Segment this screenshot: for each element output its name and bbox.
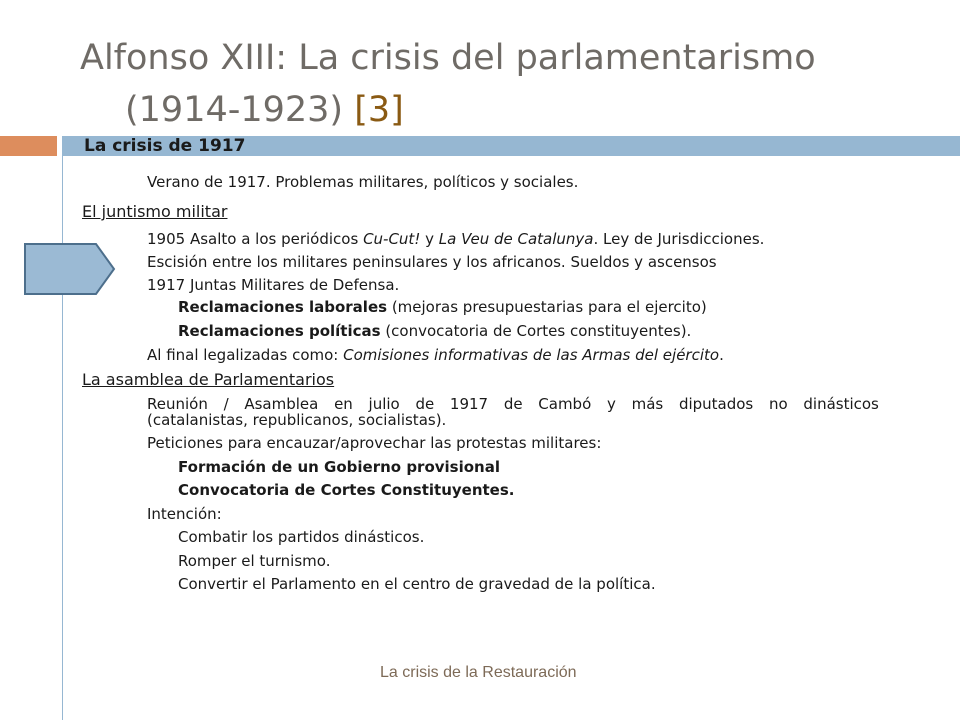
left-rule [62, 156, 63, 720]
claims-political-detail: (convocatoria de Cortes constituyentes). [380, 322, 692, 340]
asamblea-line-3: Formación de un Gobierno provisional [178, 458, 500, 476]
justified-word: más [631, 395, 664, 413]
justified-word: y [606, 395, 616, 413]
justified-word: diputados [678, 395, 754, 413]
justified-word: dinásticos [803, 395, 879, 413]
asamblea-line-7: Romper el turnismo. [178, 552, 331, 570]
justified-word: de [503, 395, 523, 413]
newspaper-veu: La Veu de Catalunya [438, 230, 594, 248]
juntismo-line-2: Escisión entre los militares peninsulares y los africanos. Sueldos y ascensos [147, 253, 717, 271]
juntismo-line-5 [178, 322, 691, 340]
l1-part-c: y [420, 230, 439, 248]
justified-word: no [768, 395, 788, 413]
justified-word: Reunión [147, 395, 208, 413]
slide-title [80, 32, 940, 136]
asamblea-line-2: Peticiones para encauzar/aprovechar las protestas militares: [147, 434, 602, 452]
newspaper-cucut: Cu-Cut! [363, 230, 421, 248]
asamblea-line-4: Convocatoria de Cortes Constituyentes. [178, 481, 515, 499]
juntismo-line-6 [147, 346, 724, 364]
justified-word: julio [368, 395, 400, 413]
justified-word: Cambó [538, 395, 592, 413]
asamblea-line-6: Combatir los partidos dinásticos. [178, 528, 425, 546]
title-years: (1914-1923) [125, 90, 344, 130]
justified-word: en [334, 395, 353, 413]
claims-labor-detail: (mejoras presupuestarias para el ejercito) [387, 298, 707, 316]
justified-word: / [223, 395, 229, 413]
justified-word: 1917 [449, 395, 489, 413]
l1-part-a: 1905 Asalto a los periódicos [147, 230, 364, 248]
asamblea-line-1b: (catalanistas, republicanos, socialistas). [147, 411, 447, 429]
claims-labor: Reclamaciones laborales [178, 298, 388, 316]
justified-word: de [415, 395, 435, 413]
section-heading-crisis: La crisis de 1917 [84, 136, 246, 156]
juntismo-line-4 [178, 298, 707, 316]
claims-political: Reclamaciones políticas [178, 322, 381, 340]
section1-text: Verano de 1917. Problemas militares, políticos y sociales. [147, 173, 579, 191]
footer-text: La crisis de la Restauración [380, 664, 577, 681]
l6-part-a: Al final legalizadas como: [147, 346, 344, 364]
arrow-callout-icon [24, 243, 116, 295]
title-line-1: Alfonso XIII: La crisis del parlamentarismo [80, 38, 816, 78]
title-line-2 [80, 84, 940, 136]
asamblea-line-5: Intención: [147, 505, 222, 523]
commission-name: Comisiones informativas de las Armas del ejército [343, 346, 720, 364]
l6-part-c: . [719, 346, 724, 364]
justified-word: Asamblea [244, 395, 319, 413]
section-heading-asamblea: La asamblea de Parlamentarios [82, 370, 335, 389]
l1-part-e: . Ley de Jurisdicciones. [593, 230, 765, 248]
juntismo-line-1 [147, 230, 764, 248]
title-tag: [3] [354, 90, 404, 130]
juntismo-line-3: 1917 Juntas Militares de Defensa. [147, 276, 400, 294]
accent-block [0, 136, 57, 156]
asamblea-line-8: Convertir el Parlamento en el centro de gravedad de la política. [178, 575, 656, 593]
section-heading-juntismo: El juntismo militar [82, 202, 228, 221]
